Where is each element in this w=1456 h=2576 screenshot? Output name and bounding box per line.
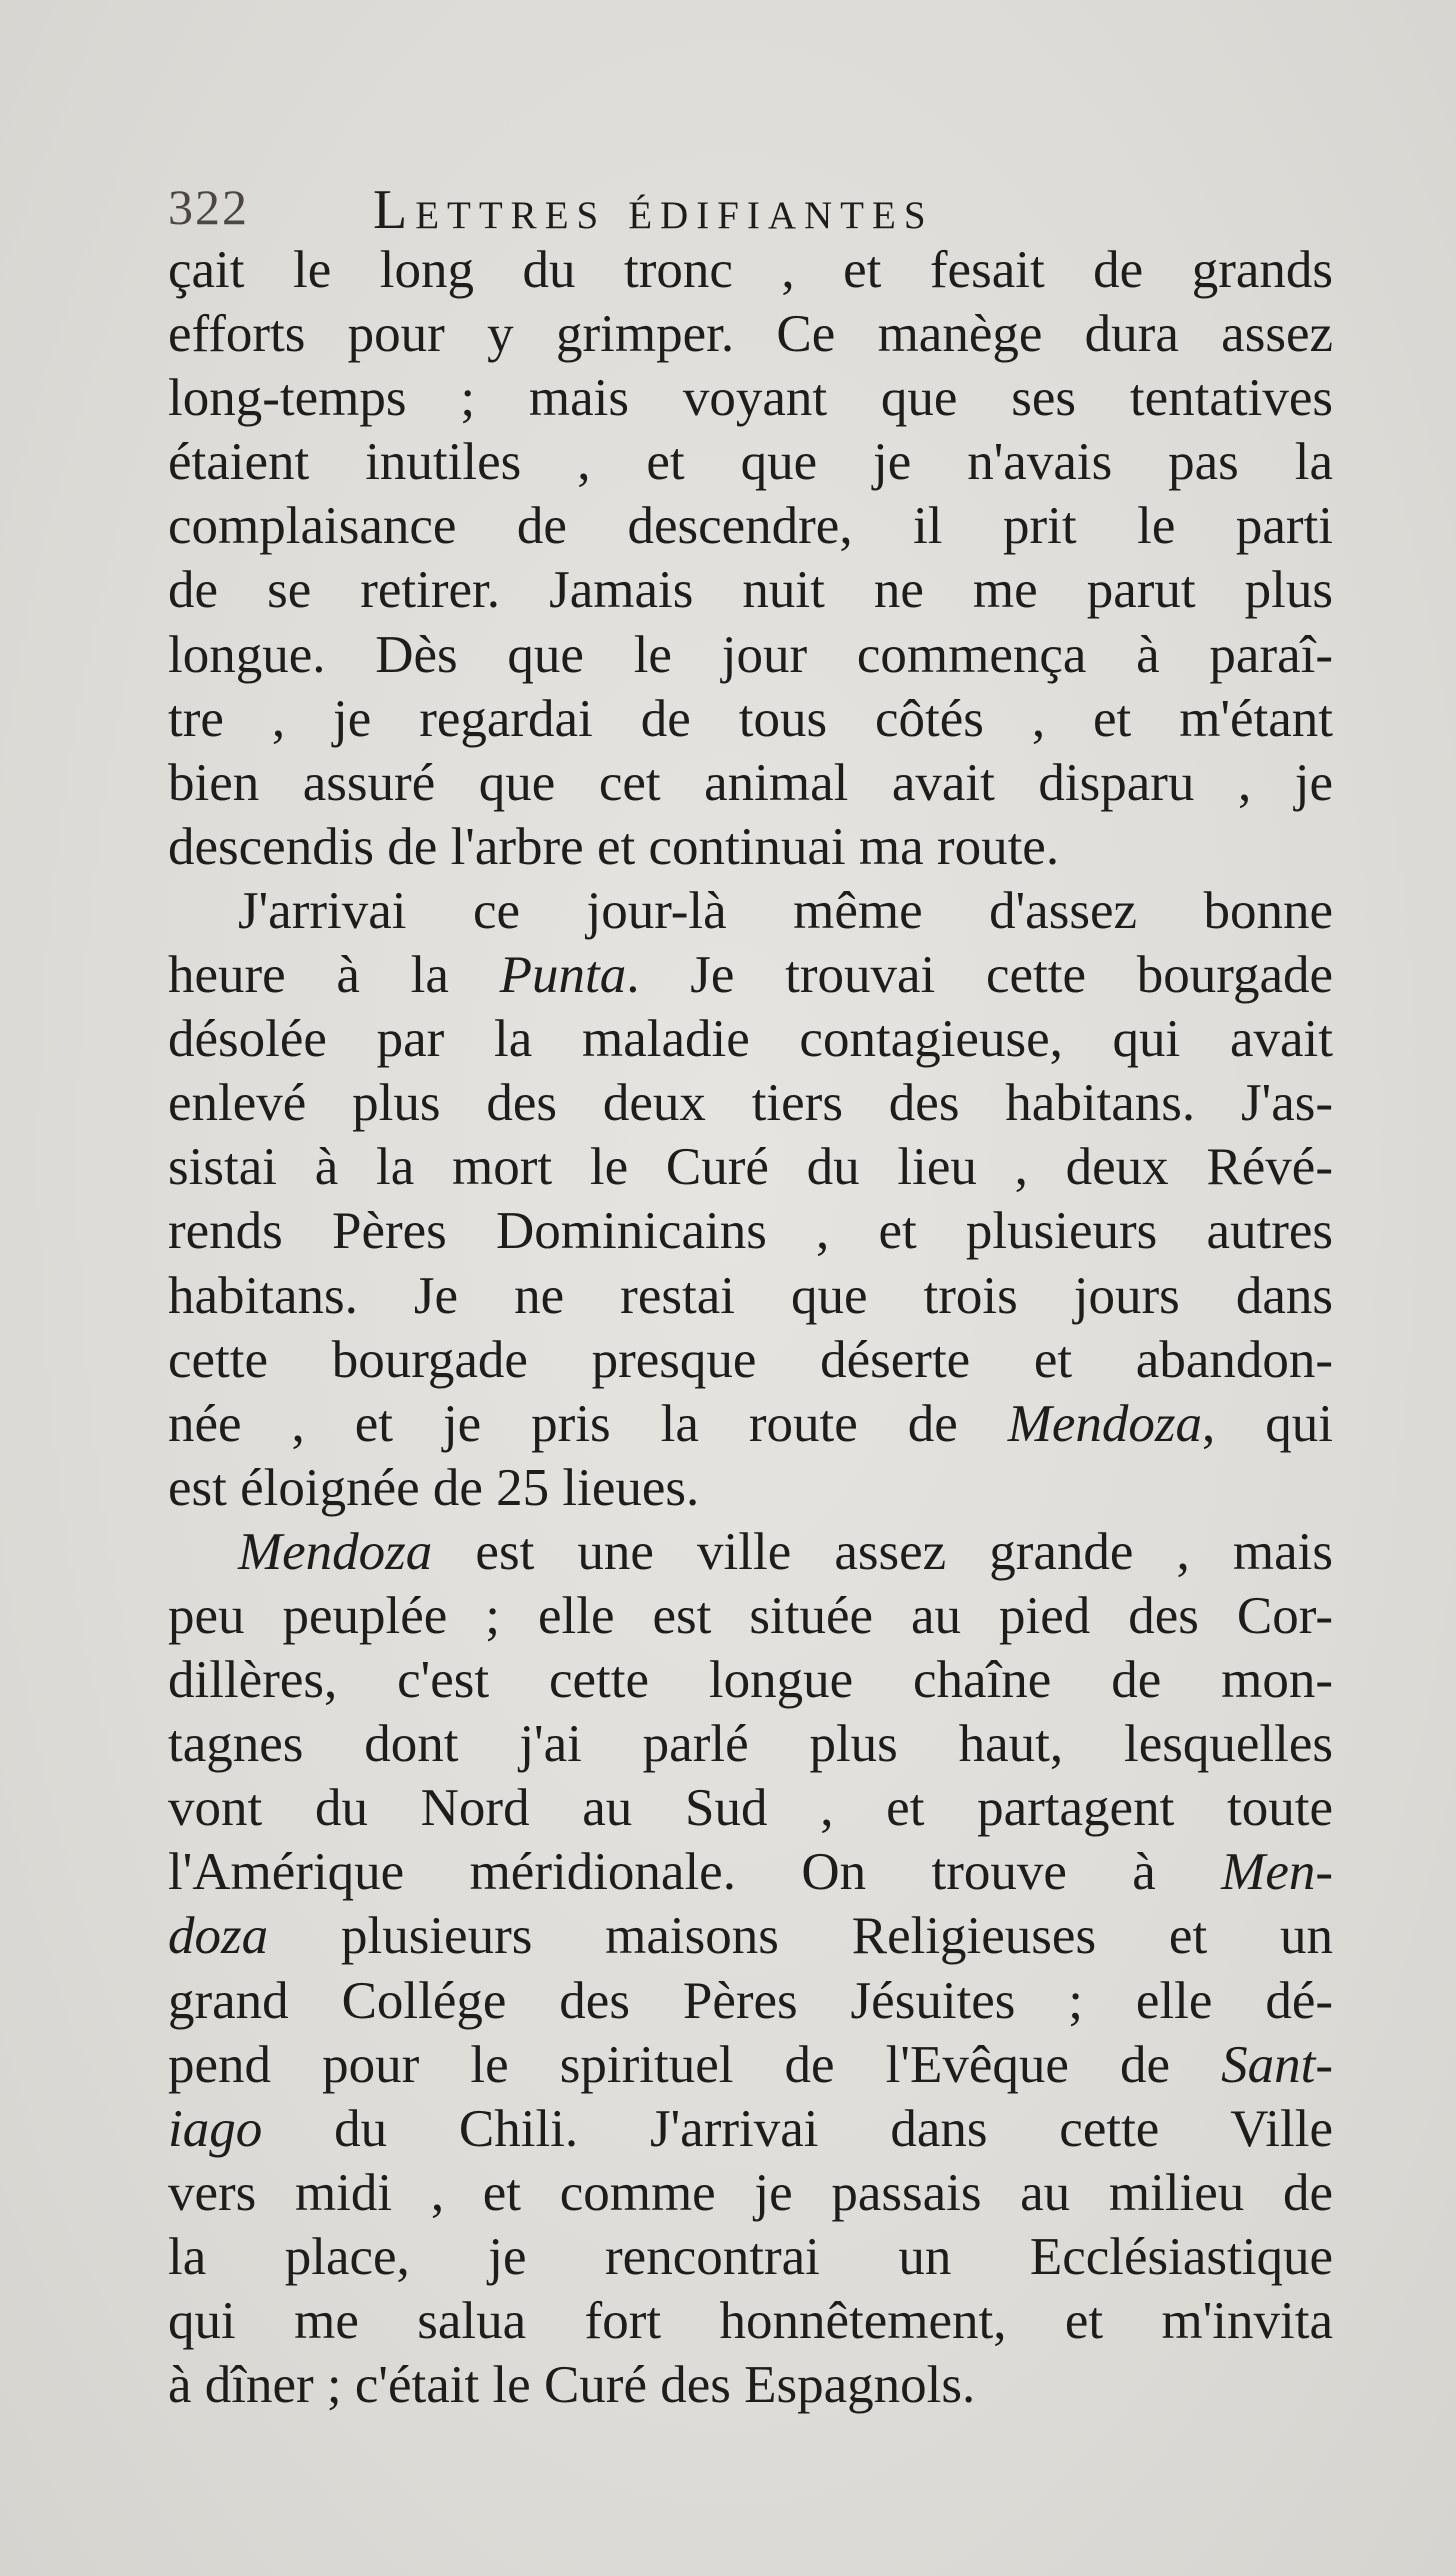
text-line: bien assuré que cet animal avait disparu , je	[168, 753, 1333, 812]
text-line: cette bourgade presque déserte et abandon-	[168, 1330, 1333, 1389]
text-line: étaient inutiles , et que je n'avais pas la	[168, 433, 1333, 492]
text-line: vers midi , et comme je passais au milieu de	[168, 2163, 1333, 2222]
body-text	[168, 238, 1333, 2417]
text-line: à dîner ; c'était le Curé des Espagnols.	[168, 2356, 976, 2415]
text-line: tagnes dont j'ai parlé plus haut, lesquelles	[168, 1715, 1333, 1774]
text-line: la place, je rencontrai un Ecclésiastique	[168, 2227, 1333, 2286]
text-line: J'arrivai ce jour-là même d'assez bonne	[238, 881, 1333, 940]
text-line: sistai à la mort le Curé du lieu , deux Révé-	[168, 1138, 1333, 1197]
text-line: qui me salua fort honnêtement, et m'invita	[168, 2292, 1333, 2350]
text-line: vont du Nord au Sud , et partagent toute	[168, 1779, 1333, 1838]
text-line: çait le long du tronc , et fesait de grands	[168, 241, 1333, 299]
text-line: née , et je pris la route de Mendoza, qui	[168, 1394, 1333, 1453]
text-line: l'Amérique méridionale. On trouve à Men-	[168, 1843, 1333, 1902]
text-line: enlevé plus des deux tiers des habitans. J'as-	[168, 1074, 1333, 1133]
text-line: de se retirer. Jamais nuit ne me parut plus	[168, 561, 1333, 620]
text-line: efforts pour y grimper. Ce manège dura assez	[168, 305, 1333, 364]
text-line: doza plusieurs maisons Religieuses et un	[168, 1907, 1333, 1966]
page-number: 322	[168, 179, 249, 235]
text-line: Mendoza est une ville assez grande , mais	[238, 1522, 1333, 1581]
text-line: dillères, c'est cette longue chaîne de mon-	[168, 1651, 1333, 1710]
text-line: désolée par la maladie contagieuse, qui avait	[168, 1010, 1333, 1069]
text-line: long-temps ; mais voyant que ses tentatives	[168, 369, 1333, 428]
text-line: complaisance de descendre, il prit le parti	[168, 497, 1333, 556]
text-line: est éloignée de 25 lieues.	[168, 1458, 700, 1517]
text-line: rends Pères Dominicains , et plusieurs autres	[168, 1202, 1333, 1261]
text-line: descendis de l'arbre et continuai ma route.	[168, 817, 1060, 876]
text-line: habitans. Je ne restai que trois jours dans	[168, 1266, 1333, 1325]
text-line: pend pour le spirituel de l'Evêque de Sant-	[168, 2035, 1333, 2094]
text-line: grand Collége des Pères Jésuites ; elle dé-	[168, 1971, 1333, 2030]
text-line: peu peuplée ; elle est située au pied des Cor-	[168, 1586, 1333, 1645]
text-line: longue. Dès que le jour commença à paraî-	[168, 625, 1333, 684]
running-title: Lettres édifiantes	[373, 179, 934, 241]
text-line: tre , je regardai de tous côtés , et m'étant	[168, 689, 1333, 748]
text-line: heure à la Punta. Je trouvai cette bourgade	[168, 946, 1333, 1005]
text-line: iago du Chili. J'arrivai dans cette Ville	[168, 2099, 1333, 2158]
